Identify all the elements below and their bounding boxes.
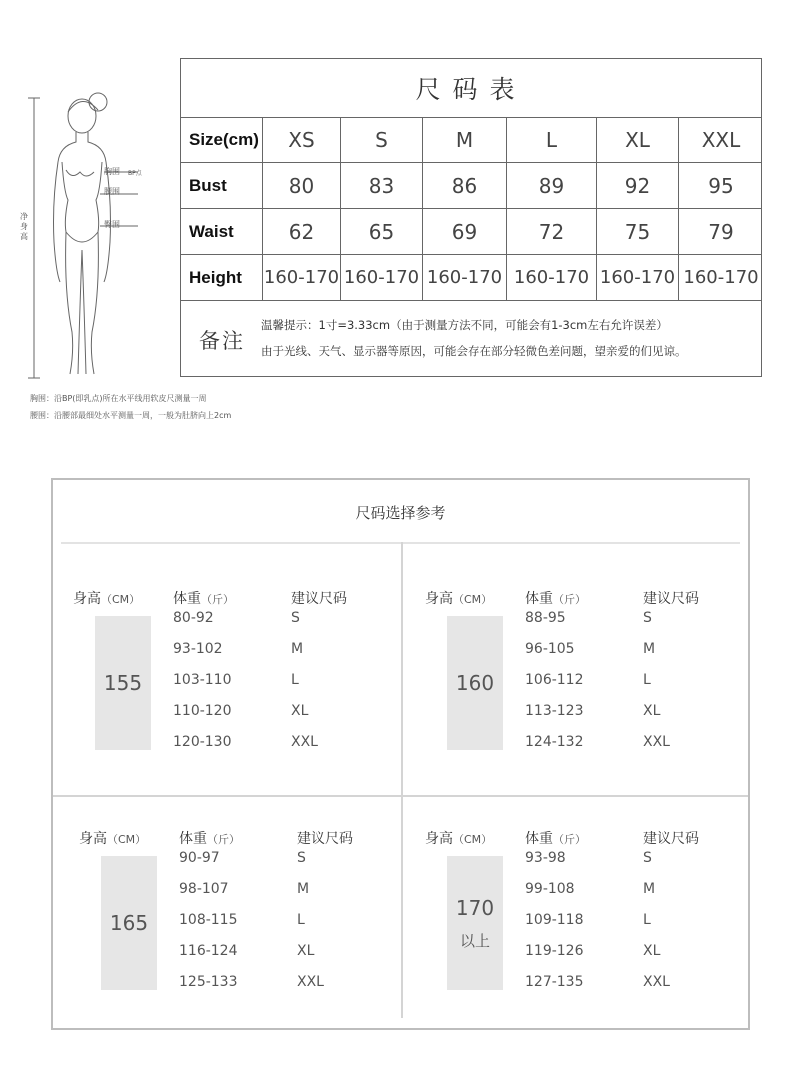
row-header: Waist xyxy=(181,209,263,254)
weight-range: 124-132 xyxy=(525,734,584,750)
height-value: 155 xyxy=(103,671,143,695)
suggested-size: XL xyxy=(643,943,661,959)
height-marker-label: 净身高 xyxy=(20,212,28,241)
height-header-text: 身高 xyxy=(425,591,453,607)
height-panel xyxy=(425,588,755,818)
size-header xyxy=(643,828,699,848)
height-panel xyxy=(79,828,409,1058)
weight-range: 109-118 xyxy=(525,912,584,928)
size-header-text: 建议尺码 xyxy=(643,591,699,607)
list-item xyxy=(425,974,725,994)
weight-header xyxy=(525,828,586,848)
row-header: Size(cm) xyxy=(181,117,263,162)
figure-notes xyxy=(30,390,231,424)
table-cell: 65 xyxy=(341,209,423,254)
waist-marker-label: 腰围 xyxy=(104,187,120,196)
size-table-title: 尺码表 xyxy=(181,59,761,118)
suggested-size: L xyxy=(291,672,299,688)
size-header xyxy=(643,588,699,608)
list-item xyxy=(73,703,373,723)
notes-label: 备注 xyxy=(199,329,245,353)
bust-marker-label: 胸围 xyxy=(104,167,120,176)
list-item xyxy=(425,734,725,754)
weight-range: 93-98 xyxy=(525,850,566,866)
weight-range: 103-110 xyxy=(173,672,232,688)
table-cell: 80 xyxy=(263,163,341,208)
weight-header-text: 体重 xyxy=(173,591,201,607)
suggested-size: XXL xyxy=(291,734,318,750)
table-cell: 83 xyxy=(341,163,423,208)
size-reference xyxy=(51,478,750,1030)
list-item xyxy=(79,881,379,901)
list-item xyxy=(425,641,725,661)
list-item xyxy=(73,610,373,630)
weight-range: 127-135 xyxy=(525,974,584,990)
suggested-size: M xyxy=(297,881,310,897)
weight-range: 125-133 xyxy=(179,974,238,990)
table-cell: 75 xyxy=(597,209,679,254)
suggested-size: M xyxy=(643,641,656,657)
weight-range: 106-112 xyxy=(525,672,584,688)
height-header xyxy=(79,828,146,848)
suggested-size: S xyxy=(297,850,306,866)
weight-header-unit: （斤） xyxy=(553,593,586,606)
weight-range: 110-120 xyxy=(173,703,232,719)
height-header-text: 身高 xyxy=(425,831,453,847)
weight-range: 93-102 xyxy=(173,641,223,657)
size-header-text: 建议尺码 xyxy=(297,831,353,847)
weight-header-unit: （斤） xyxy=(207,833,240,846)
weight-range: 88-95 xyxy=(525,610,566,626)
notes-line-1: 温馨提示：1寸=3.33cm（由于测量方法不同，可能会有1-3cm左右允许误差） xyxy=(261,318,668,332)
suggested-size: XXL xyxy=(297,974,324,990)
list-item xyxy=(425,850,725,870)
weight-header-unit: （斤） xyxy=(553,833,586,846)
weight-range: 119-126 xyxy=(525,943,584,959)
list-item xyxy=(73,672,373,692)
table-cell: 89 xyxy=(507,163,597,208)
table-cell: XL xyxy=(597,117,679,162)
suggested-size: S xyxy=(643,610,652,626)
weight-range: 98-107 xyxy=(179,881,229,897)
table-cell: 160-170 xyxy=(683,267,759,288)
size-row xyxy=(181,209,761,255)
reference-title: 尺码选择参考 xyxy=(355,504,446,522)
row-header: Bust xyxy=(181,163,263,208)
size-row xyxy=(181,255,761,301)
list-item xyxy=(425,703,725,723)
size-row xyxy=(181,163,761,209)
suggested-size: XL xyxy=(291,703,309,719)
size-header xyxy=(291,588,347,608)
table-cell: 86 xyxy=(423,163,507,208)
table-cell: M xyxy=(423,117,507,162)
table-cell: 95 xyxy=(708,173,734,198)
weight-range: 99-108 xyxy=(525,881,575,897)
list-item xyxy=(425,881,725,901)
table-cell: S xyxy=(341,117,423,162)
weight-header-text: 体重 xyxy=(525,831,553,847)
weight-header xyxy=(525,588,586,608)
height-panel xyxy=(425,828,755,1058)
bust-note: 胸围：沿BP(即乳点)所在水平线用软皮尺测量一周 xyxy=(30,394,207,403)
height-value: 160 xyxy=(455,671,495,695)
size-header-text: 建议尺码 xyxy=(291,591,347,607)
notes-row xyxy=(181,299,761,378)
height-value: 165 xyxy=(109,911,149,935)
waist-note: 腰围：沿腰部最细处水平测量一周，一般为肚脐向上2cm xyxy=(30,411,232,420)
height-suffix: 以上 xyxy=(459,931,490,950)
height-header-text: 身高 xyxy=(73,591,101,607)
suggested-size: XL xyxy=(297,943,315,959)
weight-range: 96-105 xyxy=(525,641,575,657)
height-panel xyxy=(73,588,403,818)
size-table xyxy=(180,58,762,377)
table-cell: 62 xyxy=(263,209,341,254)
height-header xyxy=(425,588,492,608)
suggested-size: XL xyxy=(643,703,661,719)
height-header xyxy=(425,828,492,848)
height-header-unit: （CM） xyxy=(453,593,493,606)
suggested-size: XXL xyxy=(643,734,670,750)
weight-header-text: 体重 xyxy=(525,591,553,607)
list-item xyxy=(425,943,725,963)
weight-header xyxy=(173,588,234,608)
table-cell: XXL xyxy=(701,127,741,152)
weight-range: 113-123 xyxy=(525,703,584,719)
table-cell: 92 xyxy=(597,163,679,208)
row-header: Height xyxy=(181,255,263,300)
table-cell: 160-170 xyxy=(341,255,423,300)
weight-range: 90-97 xyxy=(179,850,220,866)
body-figure-icon xyxy=(20,82,180,382)
height-header-unit: （CM） xyxy=(107,833,147,846)
suggested-size: L xyxy=(643,672,651,688)
list-item xyxy=(79,974,379,994)
list-item xyxy=(73,641,373,661)
table-cell: 79 xyxy=(708,219,734,244)
suggested-size: L xyxy=(297,912,305,928)
body-measurement-figure xyxy=(20,82,180,382)
list-item xyxy=(425,610,725,630)
list-item xyxy=(79,850,379,870)
list-item xyxy=(425,912,725,932)
weight-range: 108-115 xyxy=(179,912,238,928)
table-cell: 160-170 xyxy=(597,255,679,300)
table-cell: 72 xyxy=(507,209,597,254)
weight-header-unit: （斤） xyxy=(201,593,234,606)
suggested-size: M xyxy=(291,641,304,657)
weight-range: 116-124 xyxy=(179,943,238,959)
size-header xyxy=(297,828,353,848)
size-header-text: 建议尺码 xyxy=(643,831,699,847)
weight-range: 120-130 xyxy=(173,734,232,750)
list-item xyxy=(425,672,725,692)
weight-range: 80-92 xyxy=(173,610,214,626)
list-item xyxy=(79,912,379,932)
list-item xyxy=(73,734,373,754)
suggested-size: M xyxy=(643,881,656,897)
height-header xyxy=(73,588,140,608)
weight-header xyxy=(179,828,240,848)
height-value: 170 xyxy=(455,895,495,920)
size-row xyxy=(181,117,761,163)
suggested-size: S xyxy=(643,850,652,866)
table-cell: 160-170 xyxy=(423,255,507,300)
table-cell: 160-170 xyxy=(263,255,341,300)
height-header-unit: （CM） xyxy=(453,833,493,846)
suggested-size: L xyxy=(643,912,651,928)
height-header-text: 身高 xyxy=(79,831,107,847)
table-cell: L xyxy=(507,117,597,162)
list-item xyxy=(79,943,379,963)
table-cell: 69 xyxy=(423,209,507,254)
notes-line-2: 由于光线、天气、显示器等原因，可能会存在部分轻微色差问题，望亲爱的们见谅。 xyxy=(261,344,687,358)
bp-marker-label: BP点 xyxy=(128,170,142,177)
weight-header-text: 体重 xyxy=(179,831,207,847)
height-header-unit: （CM） xyxy=(101,593,141,606)
suggested-size: XXL xyxy=(643,974,670,990)
suggested-size: S xyxy=(291,610,300,626)
table-cell: XS xyxy=(263,117,341,162)
table-cell: 160-170 xyxy=(507,255,597,300)
hip-marker-label: 臀围 xyxy=(104,220,120,229)
